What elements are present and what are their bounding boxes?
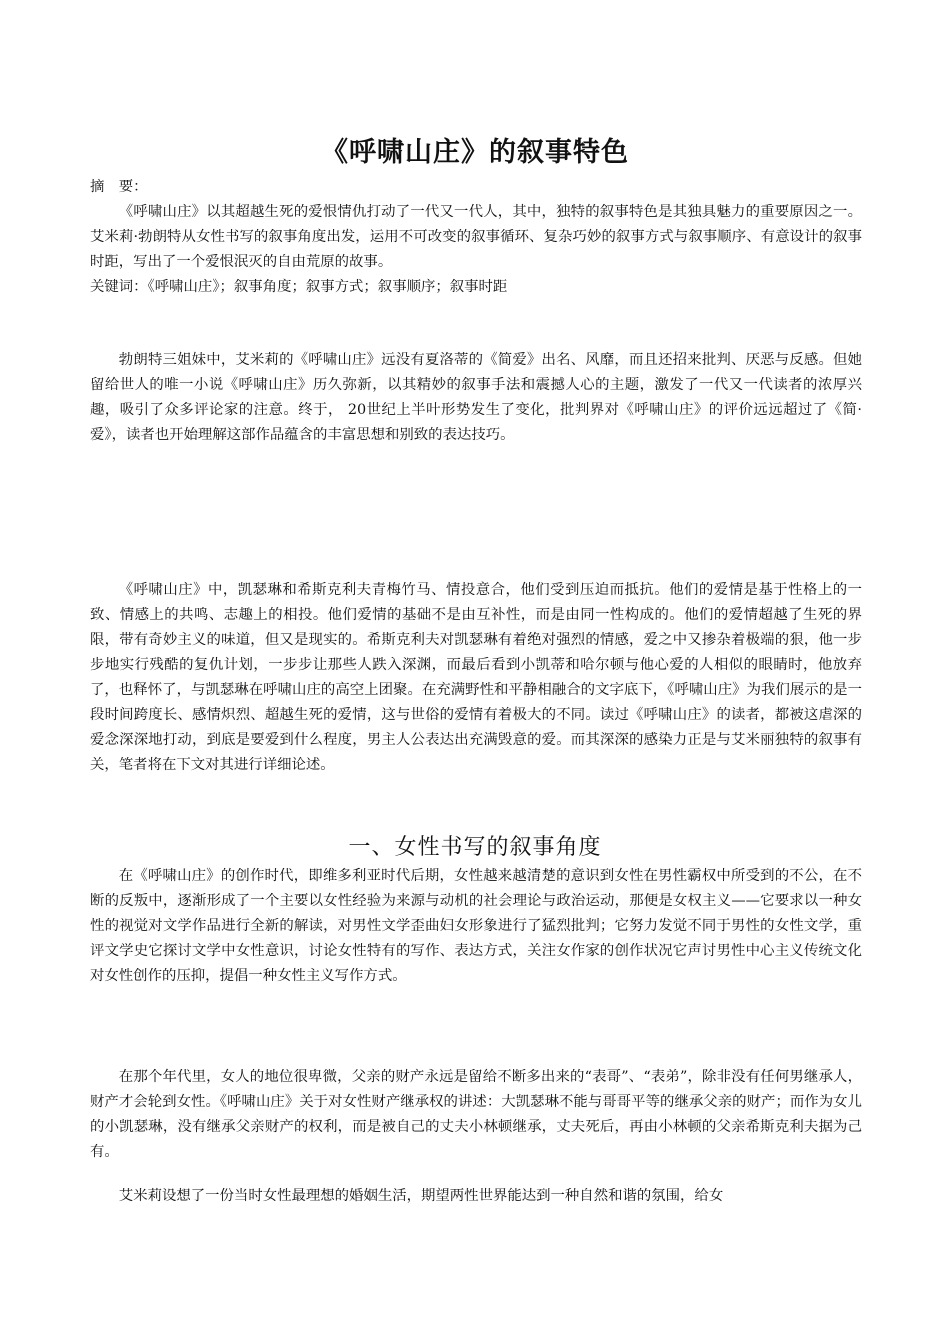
intro-paragraph-1: 勃朗特三姐妹中，艾米莉的《呼啸山庄》远没有夏洛蒂的《简爱》出名、风靡，而且还招来批判、厌恶与反感。但她留给世人的唯一小说《呼啸山庄》历久弥新，以其精妙的叙事手法和震撼人心的主题，激发了一代又一代读者的浓厚兴趣，吸引了众多评论家的注意。终于， 20世纪上半叶形势发生了变化，批判界对《呼啸山庄》的评价远远超过了《简·爱》，读者也开始理解这部作品蕴含的丰富思想和别致的表达技巧。 — [90, 352, 862, 443]
document-title: 《呼啸山庄》的叙事特色 — [321, 137, 629, 168]
intro-paragraph-2: 《呼啸山庄》中，凯瑟琳和希斯克利夫青梅竹马、情投意合，他们受到压迫而抵抗。他们的爱情是基于性格上的一致、情感上的共鸣、志趣上的相投。他们爱情的基础不是由互补性，而是由同一性构成的。他们的爱情超越了生死的界限，带有奇妙主义的味道，但又是现实的。希斯克利夫对凯瑟琳有着绝对强烈的情感，爱之中又掺杂着极端的狠，他一步步地实行残酷的复仇计划，一步步让那些人跌入深渊，而最后看到小凯蒂和哈尔顿与他心爱的人相似的眼睛时，他放弃了，也释怀了，与凯瑟琳在呼啸山庄的高空上团聚。在充满野性和平静相融合的文字底下，《呼啸山庄》为我们展示的是一段时间跨度长、感情炽烈、超越生死的爱情，这与世俗的爱情有着极大的不同。读过《呼啸山庄》的读者，都被这虐深的爱念深深地打动，到底是要爱到什么程度，男主人公表达出充满毁意的爱。而其深深的感染力正是与艾米丽独特的叙事有关，笔者将在下文对其进行详细论述。 — [90, 582, 862, 773]
abstract-text: 《呼啸山庄》以其超越生死的爱恨情仇打动了一代又一代人，其中，独特的叙事特色是其独具魅力的重要原因之一。艾米莉·勃朗特从女性书写的叙事角度出发，运用不可改变的叙事循环、复杂巧妙的叙事方式与叙事顺序、有意设计的叙事时距，写出了一个爱恨泯灭的自由荒原的故事。 — [90, 204, 862, 270]
section-paragraph-1: 在《呼啸山庄》的创作时代，即维多利亚时代后期，女性越来越清楚的意识到女性在男性霸权中所受到的不公，在不断的反叛中，逐渐形成了一个主要以女性经验为来源与动机的社会理论与政治运动，那便是女权主义——它要求以一种女性的视觉对文学作品进行全新的解读，对男性文学歪曲妇女形象进行了猛烈批判；它努力发觉不同于男性的女性文学，重评文学史它探讨文学中女性意识，讨论女性特有的写作、表达方式，关注女作家的创作状况它声讨男性中心主义传统文化对女性创作的压抑，提倡一种女性主义写作方式。 — [90, 868, 862, 984]
abstract-label: 摘 要： — [90, 179, 148, 195]
keywords-line: 关键词：《呼啸山庄》；叙事角度；叙事方式；叙事顺序；叙事时距 — [90, 279, 508, 295]
section-heading: 一、女性书写的叙事角度 — [348, 835, 602, 860]
section-paragraph-3: 艾米莉设想了一份当时女性最理想的婚姻生活，期望两性世界能达到一种自然和谐的氛围，给女 — [118, 1188, 724, 1204]
section-paragraph-2: 在那个年代里，女人的地位很卑微，父亲的财产永远是留给不断多出来的“表哥”、“表弟”，除非没有任何男继承人，财产才会轮到女性。《呼啸山庄》关于对女性财产继承权的讲述：大凯瑟琳不能与哥哥平等的继承父亲的财产；而作为女儿的小凯瑟琳，没有继承父亲财产的权利，而是被自己的丈夫小林顿继承，丈夫死后，再由小林顿的父亲希斯克利夫据为己有。 — [90, 1069, 862, 1160]
